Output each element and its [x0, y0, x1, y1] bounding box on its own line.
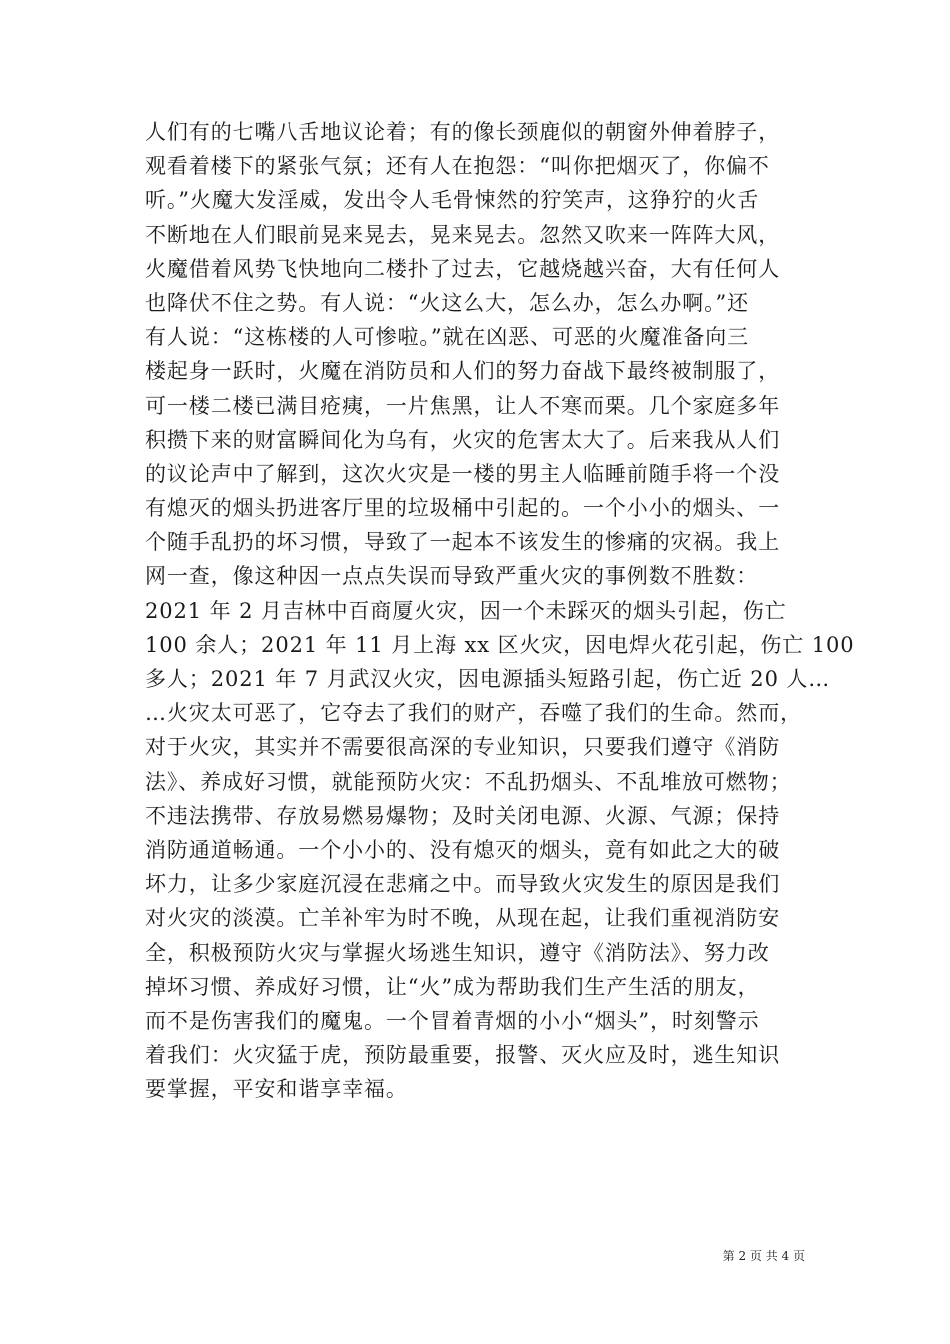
text-line: 100 余人；2021 年 11 月上海 xx 区火灾，因电焊火花引起，伤亡 100 — [145, 632, 855, 657]
text-line: 要掌握，平安和谐享幸福。 — [145, 1077, 408, 1102]
text-line: 掉坏习惯、养成好习惯，让“火”成为帮助我们生产生活的朋友， — [145, 974, 760, 999]
text-line: 也降伏不住之势。有人说：“火这么大，怎么办，怎么办啊。”还 — [145, 290, 750, 315]
text-line: 2021 年 2 月吉林中百商厦火灾，因一个未踩灭的烟头引起，伤亡 — [145, 598, 787, 623]
text-line: 坏力，让多少家庭沉浸在悲痛之中。而导致火灾发生的原因是我们 — [145, 872, 781, 897]
text-line: 而不是伤害我们的魔鬼。一个冒着青烟的小小“烟头”，时刻警示 — [145, 1008, 760, 1033]
text-line: 个随手乱扔的坏习惯，导致了一起本不该发生的惨痛的灾祸。我上 — [145, 530, 781, 555]
text-line: 观看着楼下的紧张气氛；还有人在抱怨：“叫你把烟灭了，你偏不 — [145, 154, 770, 179]
text-line: 网一查，像这种因一点点失误而导致严重火灾的事例数不胜数： — [145, 564, 759, 589]
text-line: 听。”火魔大发淫威，发出令人毛骨悚然的狞笑声，这狰狞的火舌 — [145, 188, 760, 213]
text-line: 多人；2021 年 7 月武汉火灾，因电源插头短路引起，伤亡近 20 人… — [145, 667, 831, 691]
page-number: 第 2 页 共 4 页 — [722, 1249, 805, 1263]
text-line: 法》、养成好习惯，就能预防火灾：不乱扔烟头、不乱堆放可燃物； — [145, 769, 792, 794]
text-line: 着我们：火灾猛于虎，预防最重要，报警、灭火应及时，逃生知识 — [145, 1043, 781, 1068]
text-line: 有熄灭的烟头扔进客厅里的垃圾桶中引起的。一个小小的烟头、一 — [145, 496, 781, 521]
essay-body — [145, 115, 855, 1106]
text-line: 对于火灾，其实并不需要很高深的专业知识，只要我们遵守《消防 — [145, 735, 781, 760]
text-line: …火灾太可恶了，它夺去了我们的财产，吞噬了我们的生命。然而， — [145, 701, 802, 726]
text-line: 不断地在人们眼前晃来晃去，晃来晃去。忽然又吹来一阵阵大风， — [145, 222, 781, 247]
text-line: 对火灾的淡漠。亡羊补牢为时不晚，从现在起，让我们重视消防安 — [145, 906, 781, 931]
text-line: 楼起身一跃时，火魔在消防员和人们的努力奋战下最终被制服了， — [145, 359, 781, 384]
text-line: 积攒下来的财富瞬间化为乌有，火灾的危害太大了。后来我从人们 — [145, 427, 781, 452]
text-line: 有人说：“这栋楼的人可惨啦。”就在凶恶、可恶的火魔准备向三 — [145, 325, 750, 350]
text-line: 的议论声中了解到，这次火灾是一楼的男主人临睡前随手将一个没 — [145, 461, 781, 486]
text-line: 消防通道畅通。一个小小的、没有熄灭的烟头，竟有如此之大的破 — [145, 837, 781, 862]
text-line: 人们有的七嘴八舌地议论着；有的像长颈鹿似的朝窗外伸着脖子， — [145, 120, 781, 144]
text-line: 可一楼二楼已满目疮痍，一片焦黑，让人不寒而栗。几个家庭多年 — [145, 393, 781, 418]
text-line: 不违法携带、存放易燃易爆物；及时关闭电源、火源、气源；保持 — [145, 803, 781, 828]
text-line: 全，积极预防火灾与掌握火场逃生知识，遵守《消防法》、努力改 — [145, 940, 770, 965]
text-line: 火魔借着风势飞快地向二楼扑了过去，它越烧越兴奋，大有任何人 — [145, 256, 781, 281]
